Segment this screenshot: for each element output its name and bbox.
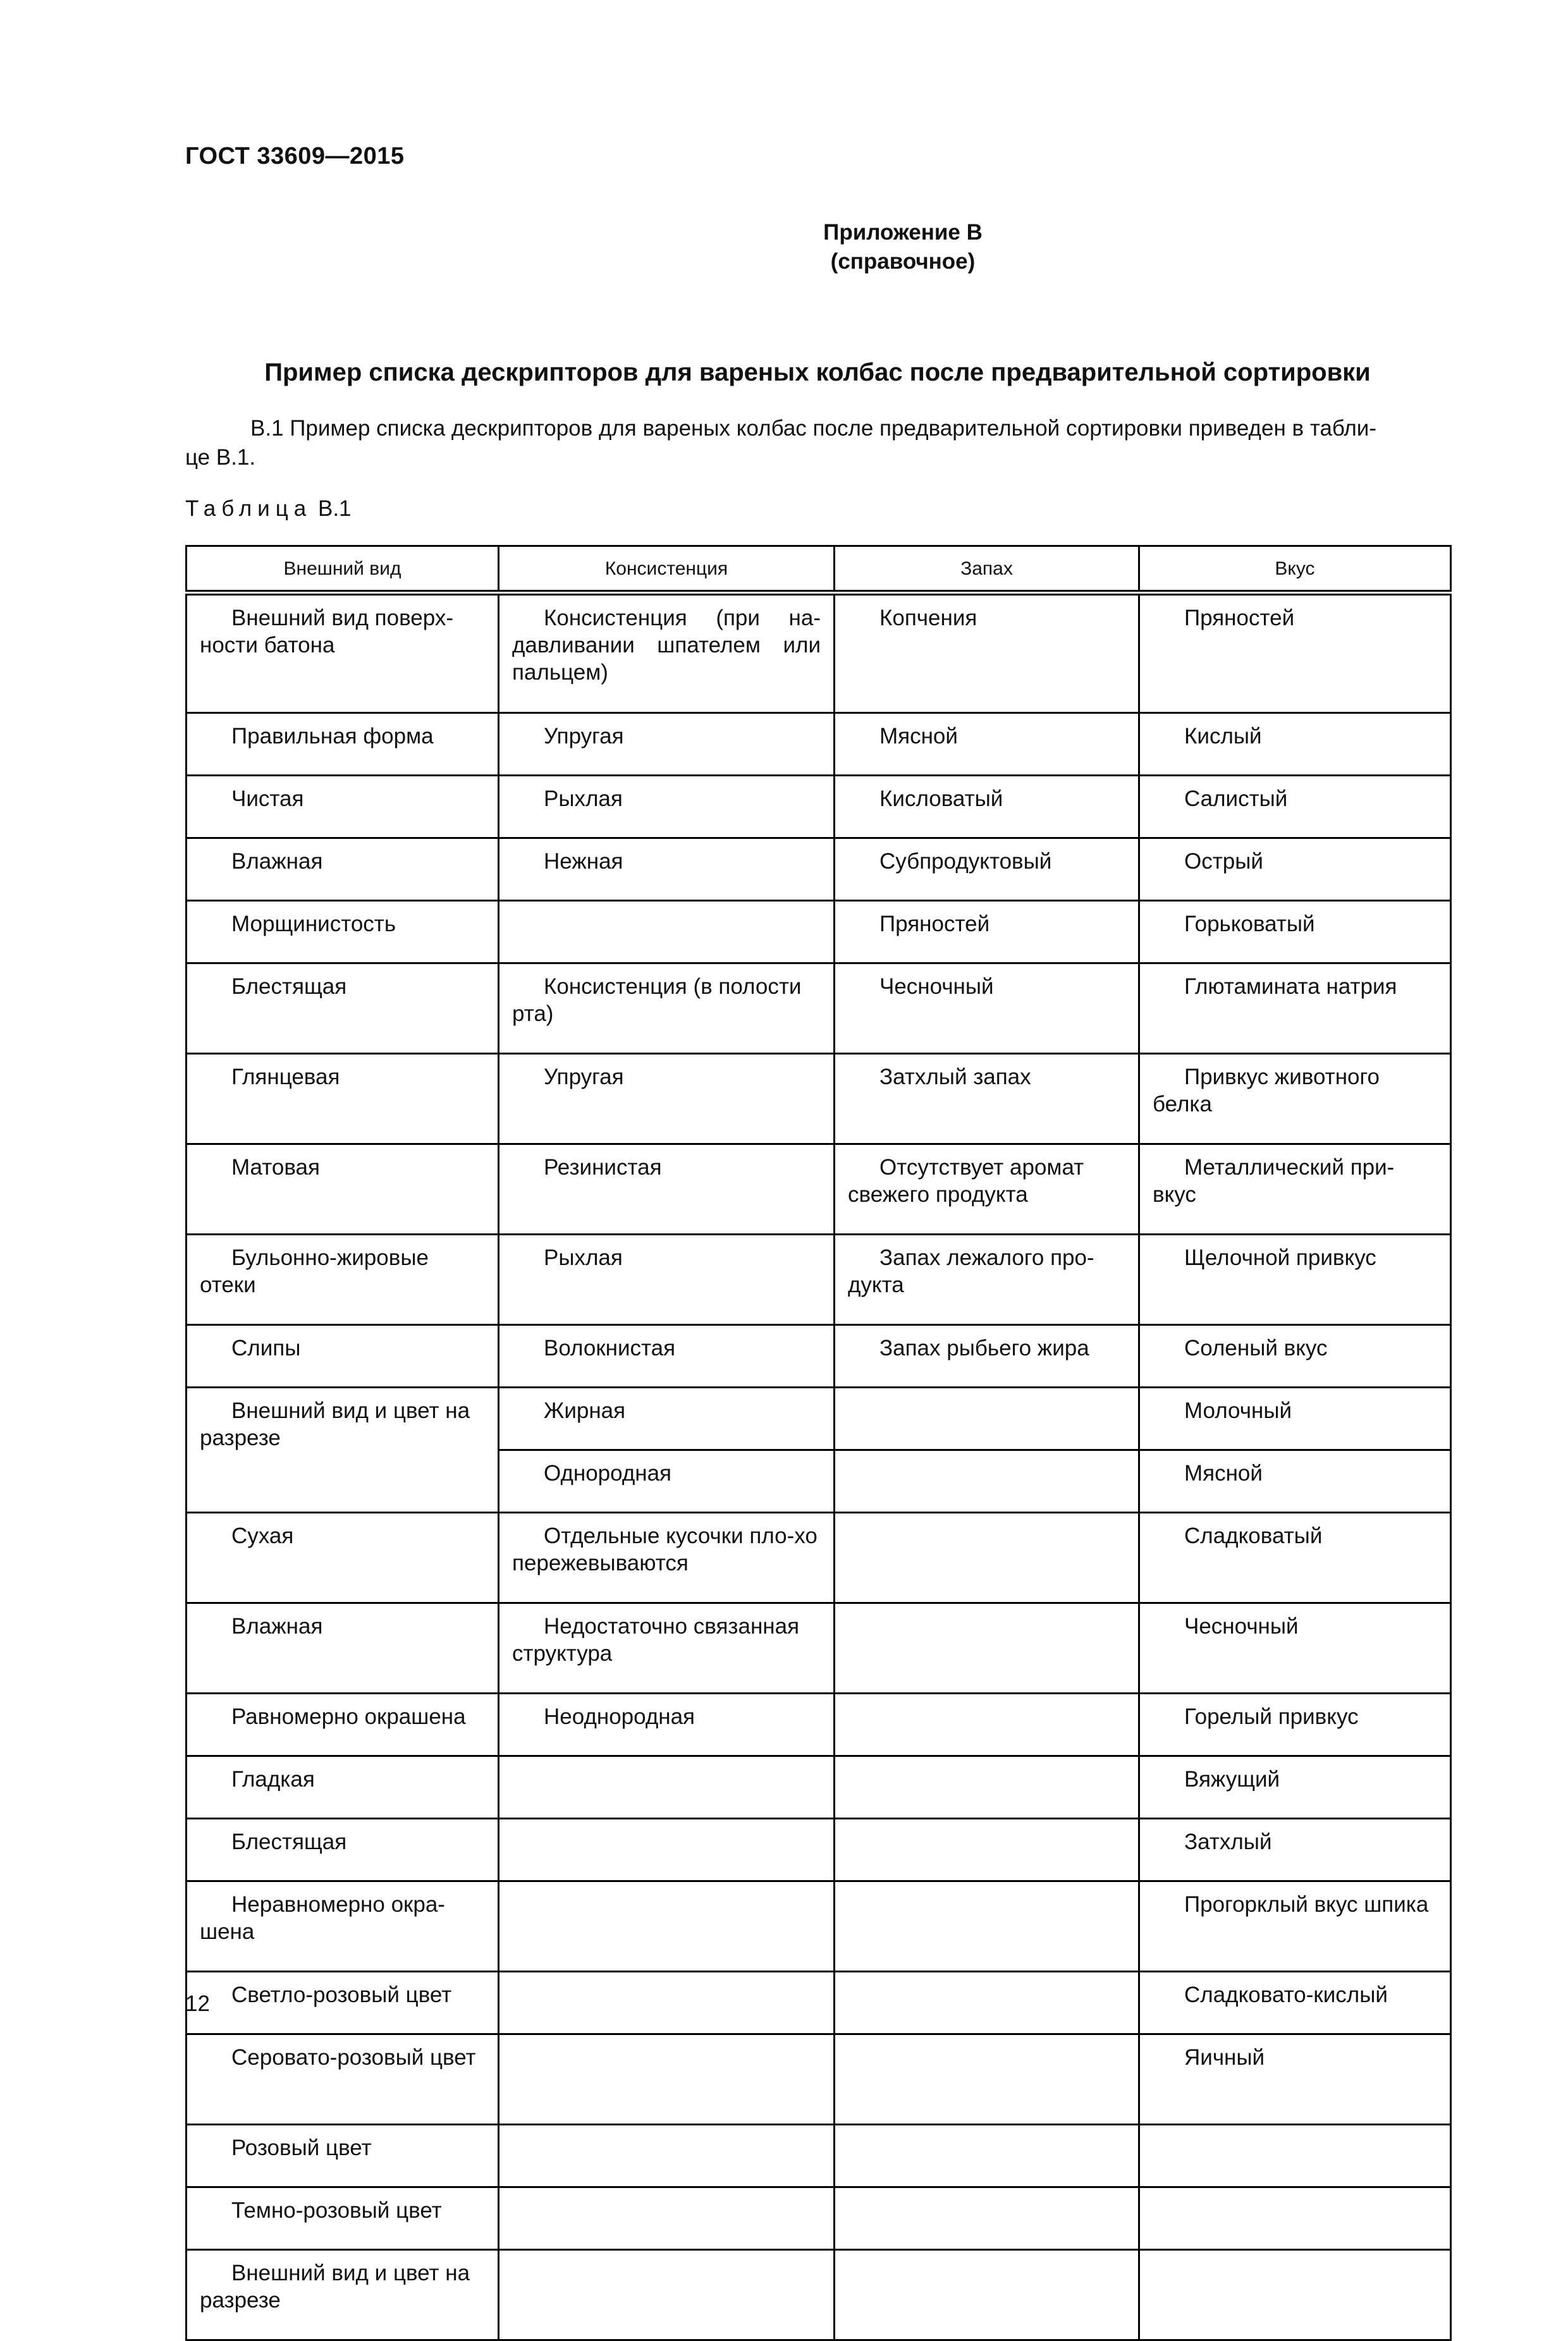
table-cell: Светло-розовый цвет [187, 1972, 499, 2034]
table-cell [835, 1450, 1139, 1513]
appendix-subtitle: (справочное) [830, 249, 976, 274]
table-cell [499, 1819, 835, 1881]
table-caption-number: В.1 [317, 496, 352, 521]
page-number: 12 [185, 1991, 210, 2016]
table-cell: Горьковатый [1139, 901, 1451, 963]
table-cell: Блестящая [187, 1819, 499, 1881]
table-cell: Пряностей [1139, 593, 1451, 713]
table-row [187, 2125, 1451, 2187]
table-cell: Морщинистость [187, 901, 499, 963]
intro-paragraph [185, 414, 1450, 472]
table-cell: Чесночный [835, 963, 1139, 1054]
header-taste: Вкус [1139, 546, 1451, 593]
appendix-heading [0, 218, 1568, 276]
table-cell [835, 2034, 1139, 2125]
table-cell: Неравномерно окра-шена [187, 1881, 499, 1972]
descriptor-table [185, 545, 1452, 2341]
table-cell: Блестящая [187, 963, 499, 1054]
table-cell [835, 2125, 1139, 2187]
table-cell: Соленый вкус [1139, 1325, 1451, 1388]
table-cell [499, 2034, 835, 2125]
table-caption-word: Таблица [185, 496, 312, 521]
table-row [187, 2034, 1451, 2125]
table-cell: Копчения [835, 593, 1139, 713]
table-cell: Резинистая [499, 1144, 835, 1235]
table-cell [835, 1694, 1139, 1756]
table-row [187, 901, 1451, 963]
table-cell [835, 1819, 1139, 1881]
table-row [187, 1235, 1451, 1325]
table-cell: Неоднородная [499, 1694, 835, 1756]
table-cell: Недостаточно связанная структура [499, 1603, 835, 1694]
table-cell: Затхлый запах [835, 1054, 1139, 1144]
table-cell: Розовый цвет [187, 2125, 499, 2187]
table-cell: Слипы [187, 1325, 499, 1388]
table-cell [1139, 2250, 1451, 2340]
table-cell: Глютамината натрия [1139, 963, 1451, 1054]
table-cell: Внешний вид поверх-ности батона [187, 593, 499, 713]
table-cell: Затхлый [1139, 1819, 1451, 1881]
table-row [187, 1144, 1451, 1235]
table-cell: Прогорклый вкус шпика [1139, 1881, 1451, 1972]
table-cell: Рыхлая [499, 1235, 835, 1325]
table-cell: Чесночный [1139, 1603, 1451, 1694]
table-cell: Однородная [499, 1450, 835, 1513]
table-row [187, 963, 1451, 1054]
table-caption [185, 496, 352, 522]
table-cell: Волокнистая [499, 1325, 835, 1388]
table-cell: Кислый [1139, 713, 1451, 776]
header-appearance: Внешний вид [187, 546, 499, 593]
table-cell [499, 1756, 835, 1819]
table-cell [499, 901, 835, 963]
table-cell: Отсутствует аромат свежего продукта [835, 1144, 1139, 1235]
table-row [187, 1603, 1451, 1694]
table-cell: Жирная [499, 1388, 835, 1450]
table-cell: Упругая [499, 1054, 835, 1144]
paragraph-line-1: В.1 Пример списка дескрипторов для вареных колбас после предварительной сортировки приведен в табли- [250, 416, 1377, 441]
table-cell [835, 1388, 1139, 1450]
table-cell [835, 2187, 1139, 2250]
table-row [187, 1513, 1451, 1603]
table-cell: Горелый привкус [1139, 1694, 1451, 1756]
table-cell: Мясной [1139, 1450, 1451, 1513]
table-row [187, 1694, 1451, 1756]
header-smell: Запах [835, 546, 1139, 593]
section-title: Пример списка дескрипторов для вареных колбас после предварительной сортировки [264, 358, 1371, 386]
table-cell: Металлический при-вкус [1139, 1144, 1451, 1235]
table-cell: Яичный [1139, 2034, 1451, 2125]
table-cell [1139, 2125, 1451, 2187]
table-cell: Привкус животного белка [1139, 1054, 1451, 1144]
table-row [187, 1881, 1451, 1972]
table-row [187, 1756, 1451, 1819]
table-cell: Консистенция (в полости рта) [499, 963, 835, 1054]
table-cell: Пряностей [835, 901, 1139, 963]
table-cell: Сладковато-кислый [1139, 1972, 1451, 2034]
table-cell [835, 1513, 1139, 1603]
table-row [187, 593, 1451, 713]
table-cell: Нежная [499, 838, 835, 901]
table-row [187, 2250, 1451, 2340]
table-cell: Консистенция (при на-давливании шпателем или пальцем) [499, 593, 835, 713]
document-code: ГОСТ 33609—2015 [185, 143, 405, 169]
table-cell [835, 1972, 1139, 2034]
table-cell [499, 2250, 835, 2340]
table-cell: Матовая [187, 1144, 499, 1235]
table-cell [835, 2250, 1139, 2340]
table-row [187, 1388, 1451, 1450]
table-cell: Щелочной привкус [1139, 1235, 1451, 1325]
table-header-row [187, 546, 1451, 593]
table-cell: Чистая [187, 776, 499, 838]
table-cell [835, 1756, 1139, 1819]
table-cell: Острый [1139, 838, 1451, 901]
table-cell: Влажная [187, 1603, 499, 1694]
table-row [187, 838, 1451, 901]
table-row [187, 1054, 1451, 1144]
paragraph-line-2: це В.1. [185, 445, 256, 470]
table-cell: Упругая [499, 713, 835, 776]
table-cell: Запах рыбьего жира [835, 1325, 1139, 1388]
appendix-title: Приложение В [823, 220, 983, 245]
header-consistency: Консистенция [499, 546, 835, 593]
table-cell: Бульонно-жировые отеки [187, 1235, 499, 1325]
table-cell: Отдельные кусочки пло-хо пережевываются [499, 1513, 835, 1603]
table-cell [499, 1881, 835, 1972]
table-cell: Мясной [835, 713, 1139, 776]
table-cell: Сладковатый [1139, 1513, 1451, 1603]
table-cell: Рыхлая [499, 776, 835, 838]
table-cell [499, 2187, 835, 2250]
table-cell [835, 1881, 1139, 1972]
table-cell: Запах лежалого про-дукта [835, 1235, 1139, 1325]
table-row [187, 713, 1451, 776]
table-cell: Равномерно окрашена [187, 1694, 499, 1756]
table-cell: Салистый [1139, 776, 1451, 838]
table-row [187, 1325, 1451, 1388]
table-cell: Внешний вид и цвет на разрезе [187, 2250, 499, 2340]
table-cell: Правильная форма [187, 713, 499, 776]
table-row [187, 1972, 1451, 2034]
table-cell: Субпродуктовый [835, 838, 1139, 901]
table-cell [499, 1972, 835, 2034]
table-cell [835, 1603, 1139, 1694]
table-cell: Внешний вид и цвет на разрезе [187, 1388, 499, 1513]
table-cell: Глянцевая [187, 1054, 499, 1144]
table-cell: Влажная [187, 838, 499, 901]
table-cell: Серовато-розовый цвет [187, 2034, 499, 2125]
table-row [187, 1819, 1451, 1881]
table-cell: Кисловатый [835, 776, 1139, 838]
table-cell: Темно-розовый цвет [187, 2187, 499, 2250]
table-cell [499, 2125, 835, 2187]
table-cell [1139, 2187, 1451, 2250]
table-row [187, 2187, 1451, 2250]
table-cell: Молочный [1139, 1388, 1451, 1450]
table-cell: Сухая [187, 1513, 499, 1603]
table-cell: Гладкая [187, 1756, 499, 1819]
table-cell: Вяжущий [1139, 1756, 1451, 1819]
table-row [187, 776, 1451, 838]
